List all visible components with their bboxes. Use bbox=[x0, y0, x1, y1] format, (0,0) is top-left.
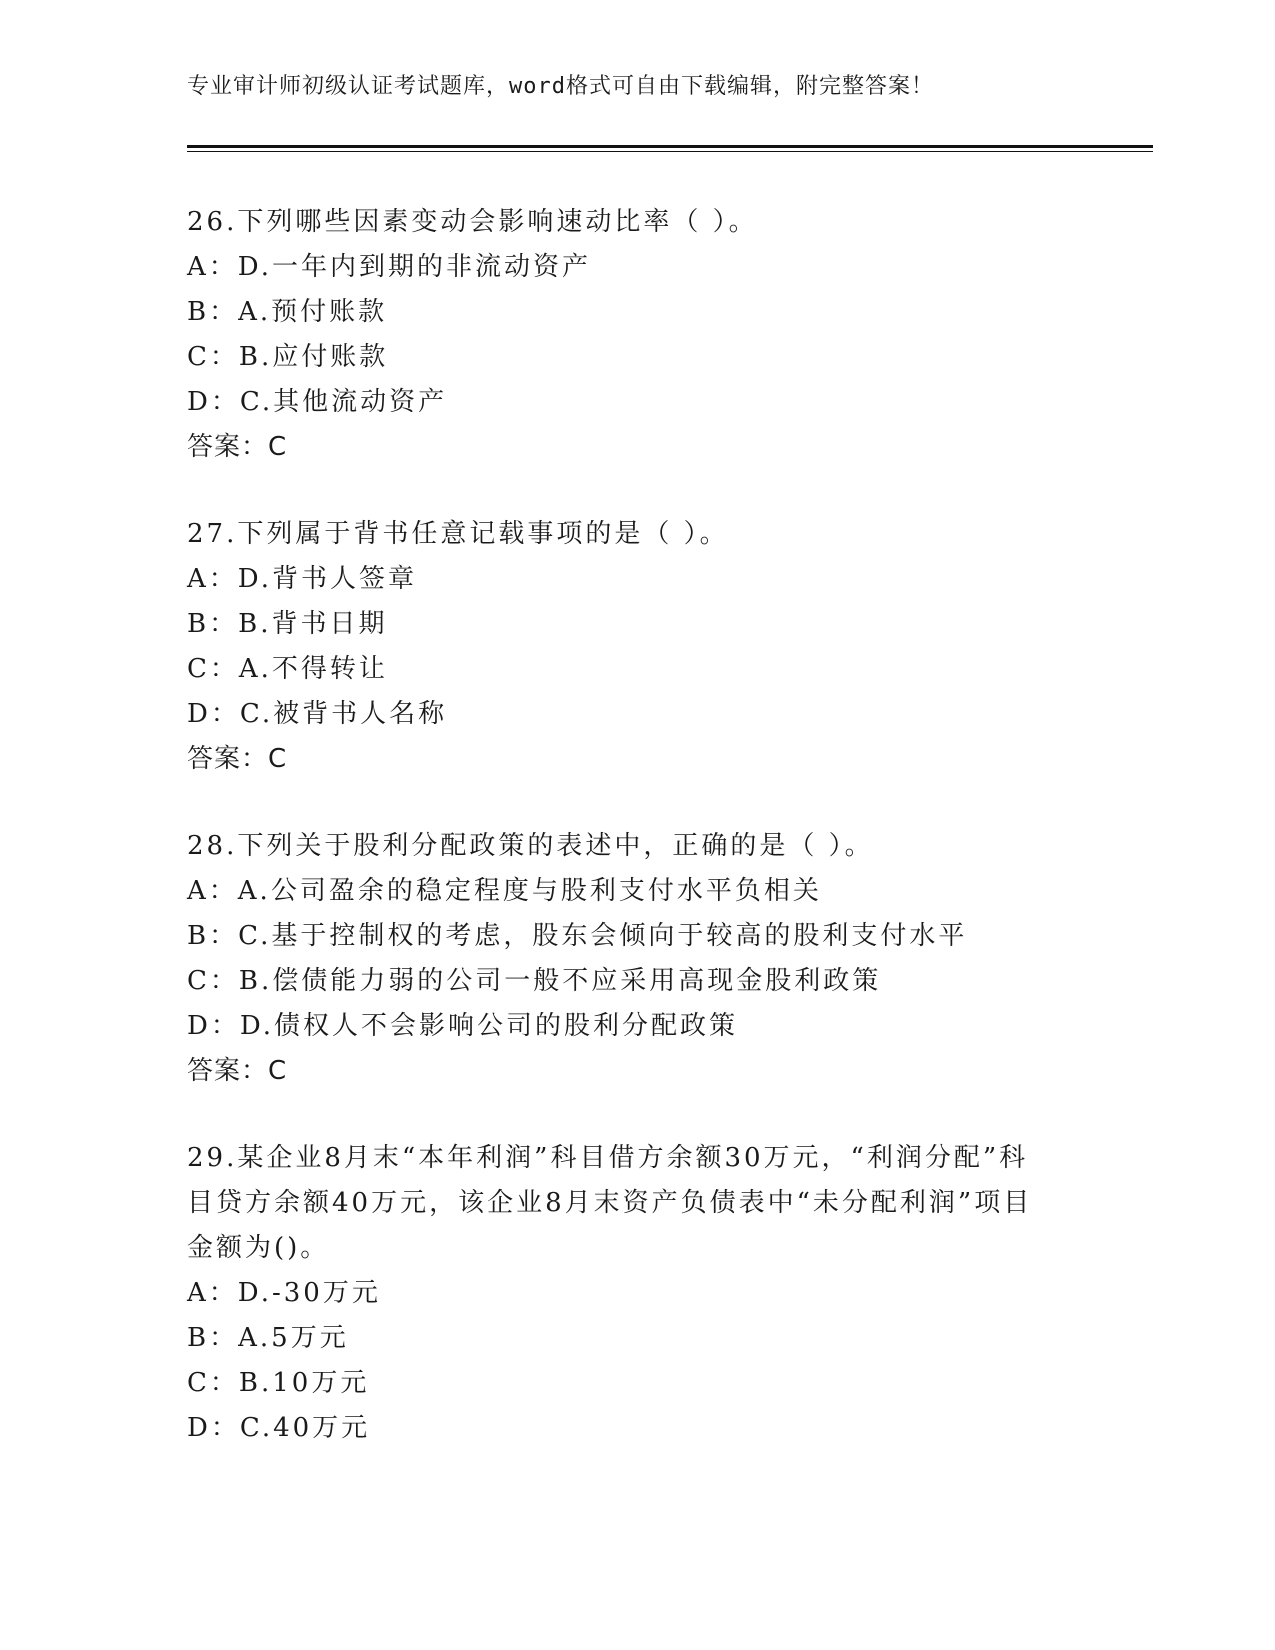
question-29 bbox=[187, 1136, 1087, 1451]
question-28 bbox=[187, 824, 1087, 1094]
answer: 答案：C bbox=[187, 1056, 288, 1086]
option-b: B：A.预付账款 bbox=[187, 297, 388, 327]
option-d: D：C.其他流动资产 bbox=[187, 387, 448, 417]
question-26 bbox=[187, 200, 1087, 470]
option-c: C：B.10万元 bbox=[187, 1368, 370, 1398]
option-c: C：B.偿债能力弱的公司一般不应采用高现金股利政策 bbox=[187, 966, 882, 996]
option-d: D：C.40万元 bbox=[187, 1413, 371, 1443]
option-d: D：C.被背书人名称 bbox=[187, 699, 448, 729]
option-b: B：B.背书日期 bbox=[187, 609, 388, 639]
option-a: A：D.-30万元 bbox=[187, 1278, 381, 1308]
page-header: 专业审计师初级认证考试题库，word格式可自由下载编辑，附完整答案！ bbox=[187, 74, 934, 99]
option-d: D：D.债权人不会影响公司的股利分配政策 bbox=[187, 1011, 739, 1041]
question-stem: 26.下列哪些因素变动会影响速动比率（ ）。 bbox=[187, 207, 758, 237]
option-b: B：A.5万元 bbox=[187, 1323, 349, 1353]
question-stem: 28.下列关于股利分配政策的表述中，正确的是（ ）。 bbox=[187, 831, 874, 861]
question-stem: 27.下列属于背书任意记载事项的是（ ）。 bbox=[187, 519, 729, 549]
question-list bbox=[187, 200, 1087, 1493]
option-a: A：D.背书人签章 bbox=[187, 564, 417, 594]
option-a: A：A.公司盈余的稳定程度与股利支付水平负相关 bbox=[187, 876, 822, 906]
option-c: C：A.不得转让 bbox=[187, 654, 388, 684]
header-rule-thin bbox=[187, 151, 1153, 152]
answer: 答案：C bbox=[187, 744, 288, 774]
header-rule-thick bbox=[187, 145, 1153, 148]
question-stem: 29.某企业8月末“本年利润”科目借方余额30万元，“利润分配”科目贷方余额40万元，该企业8月末资产负债表中“未分配利润”项目金额为()。 bbox=[187, 1143, 1033, 1263]
question-27 bbox=[187, 512, 1087, 782]
option-c: C：B.应付账款 bbox=[187, 342, 389, 372]
answer: 答案：C bbox=[187, 432, 288, 462]
option-b: B：C.基于控制权的考虑，股东会倾向于较高的股利支付水平 bbox=[187, 921, 968, 951]
option-a: A：D.一年内到期的非流动资产 bbox=[187, 252, 591, 282]
